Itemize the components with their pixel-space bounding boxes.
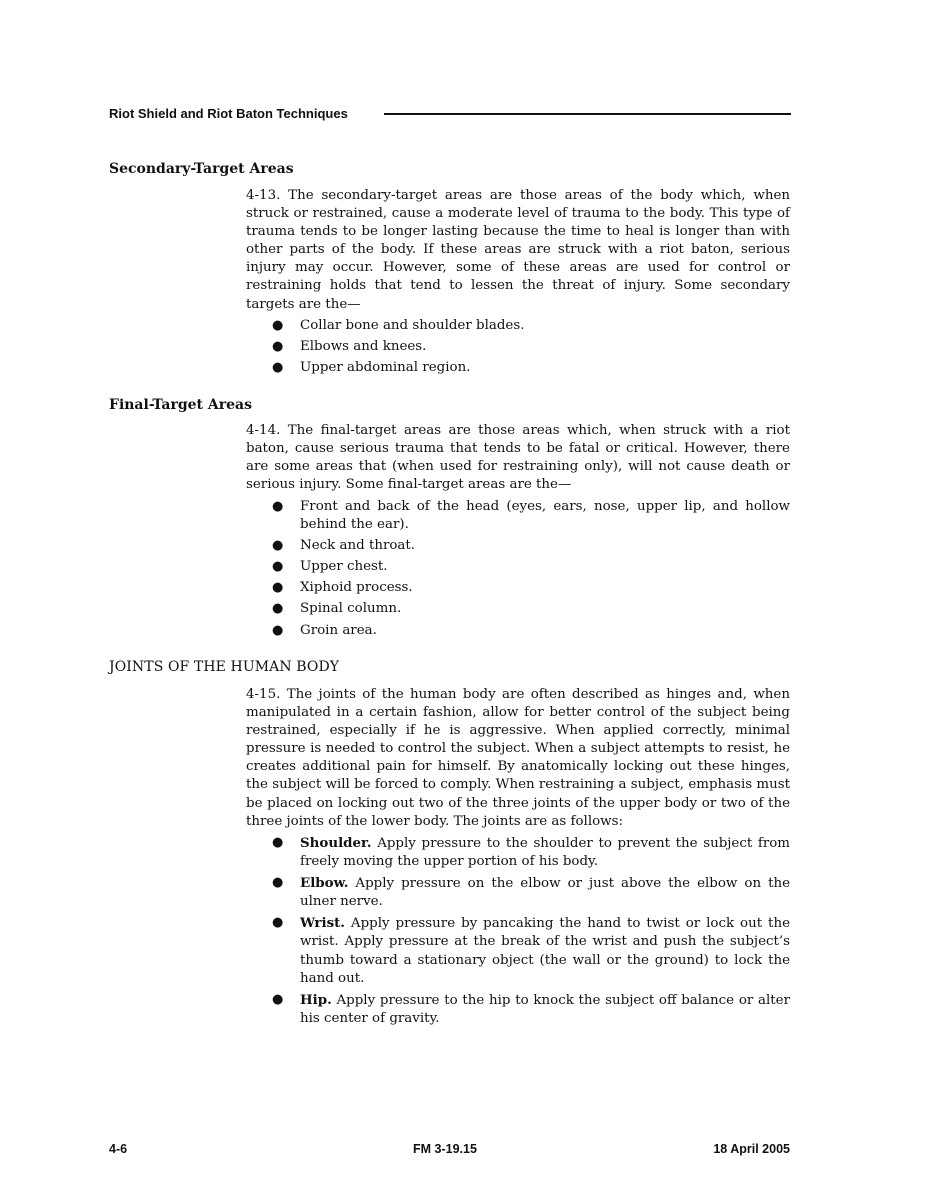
paragraph-4-13: 4-13. The secondary-target areas are those areas of the body which, when struck or restrained, cause a moderate level of trauma to the body. This type of trauma tends to be longer lasting because the time to heal is longer than with other parts of the body. If these areas are struck with a riot baton, serious injury may occur. However, some of these areas are used for control or restraining holds that tend to lessen the threat of injury. Some secondary targets are the— [246,188,790,312]
list-item-text: Elbows and knees. [300,339,427,355]
list-item-text: Front and back of the head (eyes, ears, nose, upper lip, and hollow behind the ear). [300,499,790,533]
list-item-text: Groin area. [300,622,377,638]
bullet-icon: ● [272,601,284,617]
list-item [246,834,790,871]
list-item-text: Apply pressure to the shoulder to prevent the subject from freely moving the upper portion of his body. [300,836,790,870]
paragraph-4-14: 4-14. The final-target areas are those areas which, when struck with a riot baton, cause serious trauma that tends to be fatal or critical. However, there are some areas that (when used for restraining only), will not cause death or serious injury. Some final-target areas are the— [246,423,790,493]
list-item [246,991,790,1028]
bullet-icon: ● [272,915,284,931]
list-item [246,600,790,618]
running-head [109,106,791,124]
list-item-text: Xiphoid process. [300,580,413,596]
bullet-icon: ● [272,538,284,554]
list-item-text: Apply pressure to the hip to knock the subject off balance or alter his center of gravity. [300,992,790,1026]
list-item-text: Upper abdominal region. [300,360,471,376]
bullet-icon: ● [272,360,284,376]
paragraph-4-15: 4-15. The joints of the human body are often described as hinges and, when manipulated in a certain fashion, allow for better control of the subject being restrained, especially if he is aggressive. When applied correctly, minimal pressure is needed to control the subject. When a subject attempts to resist, he creates additional pain for himself. By anatomically locking out these hinges, the subject will be forced to comply. When restraining a subject, emphasis must be placed on locking out two of the three joints of the upper body or two of the three joints of the lower body. The joints are as follows: [246,687,790,829]
list-item [246,359,790,377]
list-item-text: Neck and throat. [300,538,416,554]
list-item-text: Apply pressure on the elbow or just above the elbow on the ulner nerve. [300,876,790,910]
list-item-term: Hip. [300,991,332,1008]
bullet-icon: ● [272,499,284,514]
list-item [246,338,790,356]
list-item [246,498,790,534]
list-item [246,622,790,640]
secondary-target-heading: Secondary-Target Areas [109,161,294,177]
joints-list [246,834,790,1031]
bullet-icon: ● [272,835,284,850]
bullet-icon: ● [272,339,284,355]
list-item [246,914,790,987]
list-item-text: Collar bone and shoulder blades. [300,318,525,333]
list-item [246,579,790,597]
secondary-target-list [246,317,790,380]
list-item [246,874,790,911]
final-target-heading: Final-Target Areas [109,397,252,413]
bullet-icon: ● [272,580,284,596]
joints-heading: JOINTS OF THE HUMAN BODY [109,659,340,675]
footer-page-number: 4-6 [109,1142,128,1156]
list-item-term: Shoulder. [300,835,372,851]
final-target-list [246,498,790,643]
list-item [246,537,790,555]
bullet-icon: ● [272,318,284,333]
bullet-icon: ● [272,559,284,575]
list-item-text: Spinal column. [300,601,402,617]
list-item-text: Apply pressure by pancaking the hand to twist or lock out the wrist. Apply pressure at the break of the wrist and push the subject’s thumb toward a stationary object (the wall or the ground) to lock the hand out. [300,916,790,986]
footer-manual-id: FM 3-19.15 [413,1142,477,1156]
running-head-title: Riot Shield and Riot Baton Techniques [109,106,348,121]
running-head-rule [384,113,791,115]
bullet-icon: ● [272,875,284,891]
list-item [246,317,790,335]
list-item-text: Upper chest. [300,559,388,575]
bullet-icon: ● [272,622,284,638]
list-item-term: Wrist. [300,915,345,932]
list-item-term: Elbow. [300,875,349,892]
list-item [246,558,790,576]
bullet-icon: ● [272,991,284,1007]
footer-date: 18 April 2005 [713,1142,790,1156]
